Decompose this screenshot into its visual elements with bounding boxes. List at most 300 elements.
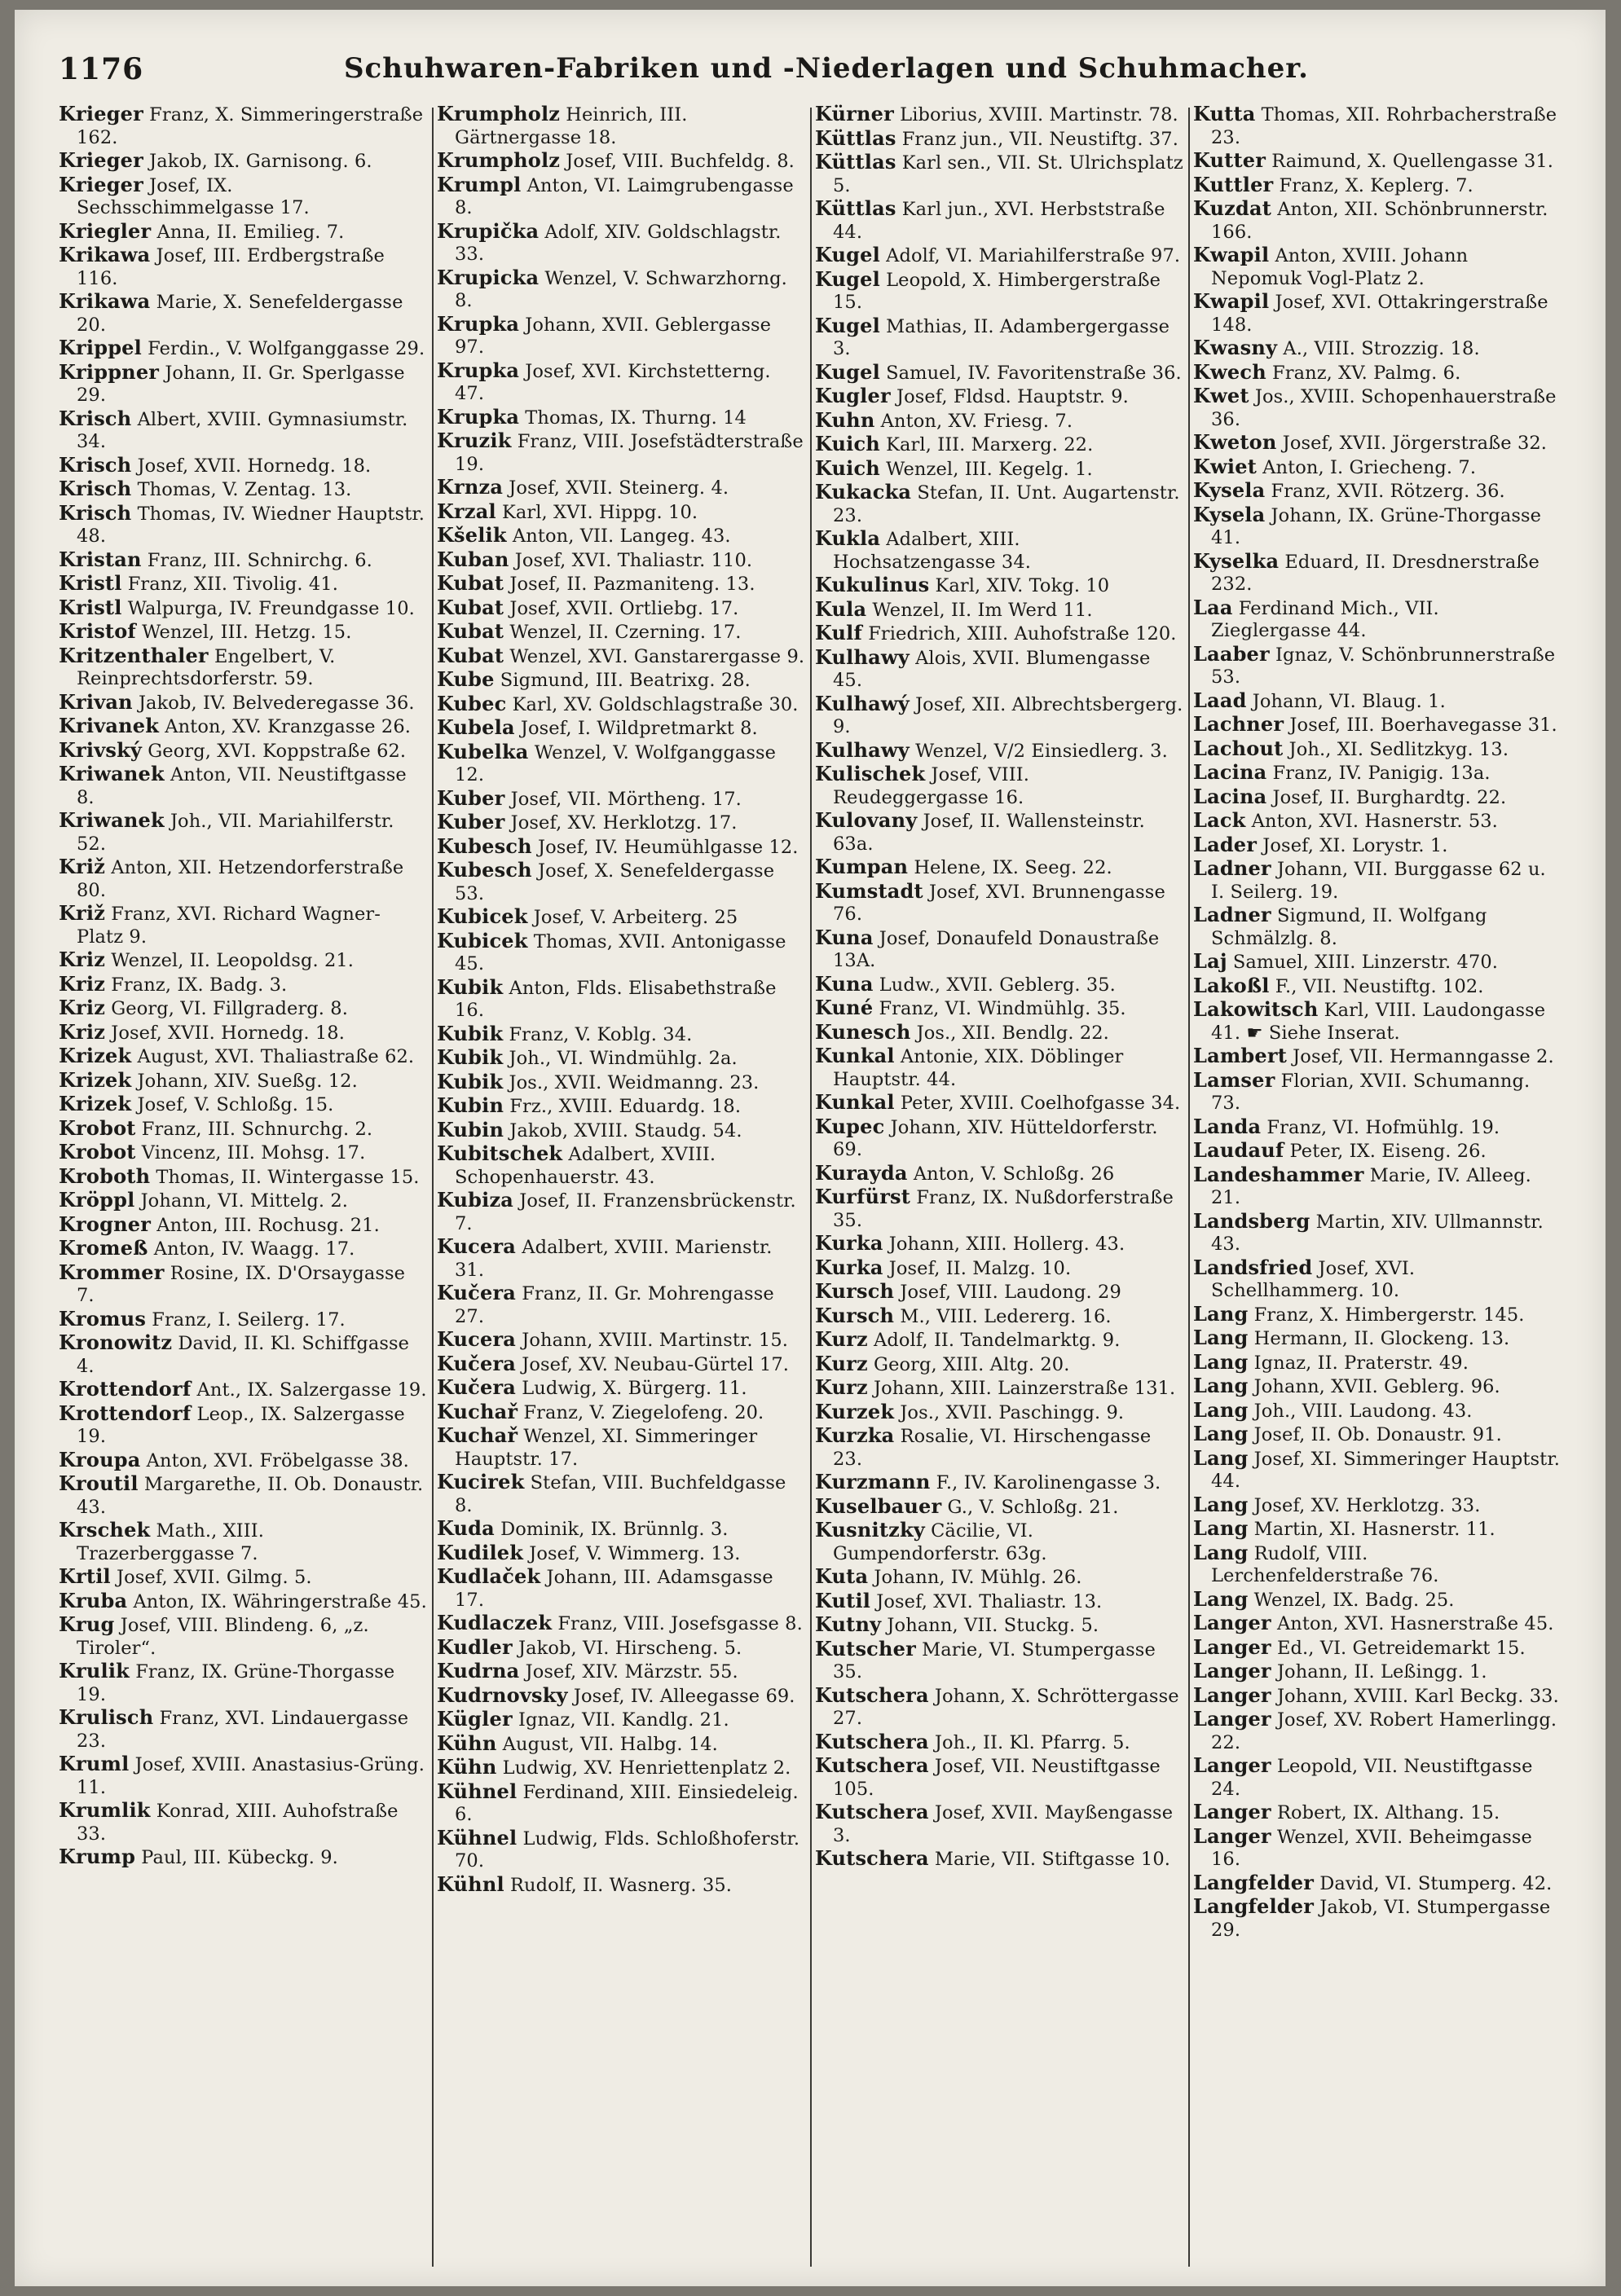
entry-details: Franz, II. Gr. Mohrengasse 27. — [455, 1283, 774, 1327]
entry-details: Jos., XII. Bendlg. 22. — [916, 1022, 1109, 1044]
entry-name: Kubik — [437, 1045, 504, 1069]
entry-details: Johann, IV. Mühlg. 26. — [874, 1567, 1082, 1588]
directory-entry — [437, 1119, 805, 1143]
entry-details: Marie, VI. Stumpergasse 35. — [833, 1638, 1156, 1682]
directory-entry — [59, 715, 427, 739]
entry-name: Krisch — [59, 452, 132, 477]
entry-details: Ludwig, X. Bürgerg. 11. — [522, 1378, 747, 1399]
entry-details: Jakob, IX. Garnisong. 6. — [149, 151, 372, 172]
directory-entry — [437, 1046, 805, 1071]
directory-entry — [1193, 834, 1562, 858]
directory-entry — [815, 973, 1183, 997]
entry-details: Adalbert, XIII. Hochsatzengasse 34. — [833, 529, 1031, 573]
directory-entry — [815, 1304, 1183, 1329]
entry-name: Kühn — [437, 1755, 497, 1779]
entry-name: Kuich — [815, 432, 880, 455]
column-2 — [437, 103, 805, 2270]
entry-name: Kriegler — [59, 218, 152, 243]
entry-name: Kutny — [815, 1612, 882, 1636]
entry-details: Johann, II. Gr. Sperlgasse 29. — [77, 362, 405, 406]
entry-name: Kubelka — [437, 739, 529, 763]
entry-details: Marie, VII. Stiftgasse 10. — [934, 1849, 1171, 1870]
directory-entry — [59, 290, 427, 336]
entry-name: Kristl — [59, 571, 122, 595]
entry-details: Engelbert, V. Reinprechtsdorferstr. 59. — [77, 645, 336, 689]
entry-details: Adalbert, XVIII. Marienstr. 31. — [455, 1237, 773, 1281]
directory-entry — [59, 548, 427, 573]
directory-entry — [1193, 1045, 1562, 1069]
directory-entry — [437, 620, 805, 644]
entry-details: Josef, II. Ob. Donaustr. 91. — [1253, 1424, 1502, 1445]
entry-details: Stefan, VIII. Buchfeldgasse 8. — [455, 1472, 786, 1516]
directory-entry — [59, 1045, 427, 1069]
entry-details: Anton, XV. Kranzgasse 26. — [165, 716, 411, 737]
entry-name: Kühnel — [437, 1779, 518, 1803]
entry-name: Lang — [1193, 1326, 1249, 1349]
directory-entry — [1193, 1375, 1562, 1399]
directory-entry — [59, 856, 427, 902]
directory-entry — [437, 1142, 805, 1189]
entry-name: Krottendorf — [59, 1401, 192, 1425]
entry-details: Eduard, II. Dresdnerstraße 232. — [1211, 551, 1540, 595]
entry-name: Kudrnovsky — [437, 1682, 568, 1707]
directory-entry — [1193, 950, 1562, 974]
directory-entry — [815, 1045, 1183, 1091]
entry-details: Rudolf, VIII. Lerchenfelderstraße 76. — [1211, 1542, 1439, 1586]
entry-name: Lack — [1193, 808, 1246, 832]
entry-name: Kuzdat — [1193, 196, 1272, 220]
entry-details: Ferdinand, XIII. Einsiedeleig. 6. — [455, 1781, 799, 1825]
entry-name: Krupka — [437, 358, 520, 382]
directory-entry — [1193, 974, 1562, 999]
entry-name: Lang — [1193, 1349, 1249, 1374]
directory-entry — [437, 787, 805, 812]
entry-name: Lachout — [1193, 736, 1284, 760]
entry-details: Ant., IX. Salzergasse 19. — [196, 1379, 427, 1401]
entry-name: Kritzenthaler — [59, 643, 209, 667]
directory-entry — [59, 1141, 427, 1165]
directory-entry — [437, 406, 805, 430]
directory-entry — [437, 572, 805, 596]
entry-details: Rudolf, II. Wasnerg. 35. — [509, 1874, 733, 1896]
entry-details: Franz, IX. Badg. 3. — [111, 974, 288, 996]
directory-entry — [437, 476, 805, 500]
entry-name: Landeshammer — [1193, 1162, 1364, 1186]
directory-entry — [59, 336, 427, 361]
entry-name: Kubin — [437, 1117, 504, 1141]
entry-name: Kwapil — [1193, 289, 1270, 313]
directory-entry — [1193, 643, 1562, 689]
entry-details: Anton, VII. Langeg. 43. — [512, 526, 731, 547]
entry-name: Kubitschek — [437, 1141, 563, 1165]
entry-name: Lang — [1193, 1516, 1249, 1540]
entry-details: Josef, VII. Hermanngasse 2. — [1293, 1046, 1554, 1067]
entry-details: Friedrich, XIII. Auhofstraße 120. — [868, 623, 1177, 644]
directory-entry — [1193, 1872, 1562, 1896]
entry-name: Kubin — [437, 1093, 504, 1117]
entry-details: Josef, XVI. Ottakringerstraße 148. — [1211, 292, 1548, 336]
entry-details: Florian, XVII. Schumanng. 73. — [1211, 1070, 1531, 1114]
entry-details: Thomas, XVII. Antonigasse 45. — [455, 930, 786, 974]
directory-entry — [437, 1636, 805, 1660]
entry-details: Cäcilie, VI. Gumpendorferstr. 63g. — [833, 1520, 1047, 1564]
directory-entry — [815, 996, 1183, 1021]
entry-details: G., V. Schloßg. 21. — [947, 1496, 1119, 1518]
entry-name: Krizek — [59, 1067, 132, 1092]
directory-entry — [59, 996, 427, 1021]
entry-name: Krobot — [59, 1140, 136, 1163]
directory-page — [15, 10, 1606, 2286]
entry-name: Küttlas — [815, 125, 896, 150]
entry-name: Krumpholz — [437, 148, 561, 172]
entry-details: Josef, II. Franzensbrückenstr. 7. — [455, 1190, 796, 1234]
directory-entry — [1193, 504, 1562, 550]
entry-name: Laudauf — [1193, 1138, 1284, 1162]
entry-name: Kulischek — [815, 762, 926, 785]
entry-name: Krivanek — [59, 714, 160, 737]
entry-details: Johann, XIV. Hütteldorferstr. 69. — [833, 1116, 1158, 1160]
entry-name: Lang — [1193, 1397, 1249, 1422]
directory-entry — [815, 1424, 1183, 1471]
entry-details: Martin, XI. Hasnerstr. 11. — [1253, 1519, 1495, 1540]
entry-name: Kugel — [815, 266, 880, 291]
directory-entry — [437, 1424, 805, 1471]
entry-details: Mathias, II. Adambergergasse 3. — [833, 315, 1170, 359]
entry-details: Karl sen., VII. St. Ulrichsplatz 5. — [833, 152, 1183, 196]
entry-name: Krupka — [437, 404, 520, 429]
directory-entry — [815, 1801, 1183, 1847]
entry-details: Wenzel, V/2 Einsiedlerg. 3. — [915, 740, 1168, 762]
entry-name: Langer — [1193, 1611, 1271, 1634]
entry-details: Wenzel, IX. Badg. 25. — [1253, 1589, 1455, 1611]
entry-details: Peter, XVIII. Coelhofgasse 34. — [900, 1093, 1181, 1114]
entry-name: Kurz — [815, 1327, 868, 1351]
entry-details: Josef, XVII. Steinerg. 4. — [509, 477, 729, 499]
entry-details: Stefan, II. Unt. Augartenstr. 23. — [833, 482, 1180, 526]
directory-entry — [59, 1093, 427, 1117]
entry-details: Anton, I. Griecheng. 7. — [1262, 456, 1477, 478]
directory-entry — [437, 741, 805, 787]
directory-entry — [437, 1565, 805, 1612]
entry-name: Landa — [1193, 1114, 1262, 1138]
directory-entry — [437, 1660, 805, 1684]
entry-name: Kwapil — [1193, 243, 1270, 266]
directory-entry — [815, 574, 1183, 598]
entry-details: Josef, XV. Robert Hamerlingg. 22. — [1211, 1709, 1557, 1753]
directory-entry — [437, 266, 805, 313]
entry-details: Wenzel, V. Wolfganggasse 12. — [455, 741, 777, 785]
entry-name: Laa — [1193, 595, 1233, 619]
entry-details: Samuel, XIII. Linzerstr. 470. — [1232, 952, 1499, 973]
entry-details: Thomas, II. Wintergasse 15. — [156, 1166, 420, 1188]
entry-name: Krieger — [59, 172, 143, 196]
entry-name: Ladner — [1193, 856, 1271, 880]
entry-name: Kutil — [815, 1588, 871, 1612]
entry-details: Josef, XIV. Märzstr. 55. — [525, 1661, 738, 1682]
directory-entry — [1193, 1612, 1562, 1636]
entry-details: Walpurga, IV. Freundgasse 10. — [127, 597, 415, 619]
entry-details: Josef, VII. Mörtheng. 17. — [510, 788, 742, 810]
entry-name: Kurz — [815, 1351, 868, 1375]
entry-name: Küttlas — [815, 150, 896, 174]
directory-entry — [59, 174, 427, 220]
directory-entry — [815, 433, 1183, 457]
entry-name: Kutschera — [815, 1729, 929, 1753]
directory-entry — [1193, 197, 1562, 244]
directory-entry — [1193, 1636, 1562, 1660]
entry-name: Lamser — [1193, 1067, 1275, 1092]
entry-name: Kühnel — [437, 1825, 518, 1850]
entry-name: Kubicek — [437, 928, 528, 952]
entry-name: Kutschera — [815, 1846, 929, 1870]
directory-entry — [437, 905, 805, 930]
entry-name: Kügler — [437, 1707, 513, 1731]
directory-entry — [59, 1021, 427, 1045]
directory-entry — [1193, 431, 1562, 455]
entry-name: Kubat — [437, 571, 504, 595]
entry-name: Kučera — [437, 1351, 517, 1375]
entry-name: Kubat — [437, 595, 504, 619]
entry-name: Kurka — [815, 1255, 883, 1279]
entry-details: Joh., XI. Sedlitzkyg. 13. — [1288, 738, 1509, 760]
directory-entry — [1193, 1069, 1562, 1115]
entry-name: Kutschera — [815, 1800, 929, 1823]
directory-entry — [1193, 455, 1562, 480]
entry-name: Kubik — [437, 1021, 504, 1045]
directory-entry — [815, 809, 1183, 856]
entry-details: F., VII. Neustiftg. 102. — [1275, 975, 1484, 997]
directory-entry — [815, 268, 1183, 314]
entry-details: Josef, XVII. Gilmg. 5. — [116, 1567, 312, 1588]
entry-details: Franz, XVI. Lindauergasse 23. — [77, 1708, 409, 1752]
entry-details: Anton, XVI. Hasnerstr. 53. — [1251, 811, 1498, 832]
entry-details: Franz, X. Keplerg. 7. — [1279, 174, 1473, 196]
entry-name: Krumlik — [59, 1798, 151, 1822]
entry-details: Thomas, IX. Thurng. 14 — [525, 407, 747, 429]
entry-name: Lang — [1193, 1586, 1249, 1611]
directory-entry — [59, 220, 427, 244]
directory-entry — [437, 429, 805, 476]
directory-entry — [437, 1827, 805, 1873]
directory-entry — [815, 1565, 1183, 1590]
directory-entry — [437, 1328, 805, 1353]
entry-details: Johann, VII. Burggasse 62 u. I. Seilerg. 19. — [1211, 859, 1546, 903]
directory-entry — [815, 1754, 1183, 1801]
directory-entry — [815, 385, 1183, 409]
entry-name: Kwet — [1193, 384, 1249, 407]
directory-entry — [437, 859, 805, 905]
entry-details: Robert, IX. Althang. 15. — [1276, 1802, 1500, 1823]
entry-details: Anton, XV. Friesg. 7. — [880, 410, 1073, 432]
entry-details: Johann, VII. Stuckg. 5. — [887, 1615, 1099, 1636]
directory-entry — [437, 668, 805, 693]
entry-name: Langer — [1193, 1823, 1271, 1848]
directory-entry — [59, 407, 427, 454]
entry-details: Raimund, X. Quellengasse 31. — [1271, 151, 1554, 172]
entry-details: Franz, IV. Panigig. 13a. — [1272, 763, 1491, 784]
entry-details: Josef, XI. Lorystr. 1. — [1262, 834, 1448, 856]
entry-name: Kucera — [437, 1234, 517, 1258]
entry-details: Franz, XV. Palmg. 6. — [1272, 362, 1461, 384]
entry-details: Franz, X. Simmeringerstraße 162. — [77, 104, 424, 148]
directory-entry — [815, 409, 1183, 433]
entry-name: Kroupa — [59, 1447, 141, 1471]
entry-details: Ignaz, V. Schönbrunnerstraße 53. — [1211, 644, 1556, 688]
entry-details: Anton, VII. Neustiftgasse 8. — [77, 764, 407, 808]
directory-entry — [1193, 385, 1562, 431]
directory-entry — [1193, 857, 1562, 904]
directory-entry — [437, 644, 805, 669]
entry-name: Kubesch — [437, 858, 532, 882]
directory-entry — [1193, 479, 1562, 504]
directory-entry — [59, 502, 427, 548]
column-3 — [815, 103, 1183, 2270]
entry-details: Martin, XIV. Ullmannstr. 43. — [1211, 1211, 1544, 1255]
directory-entry — [437, 1235, 805, 1282]
entry-name: Kurfürst — [815, 1185, 911, 1208]
directory-entry — [1193, 1326, 1562, 1351]
entry-details: Jos., XVII. Paschingg. 9. — [900, 1401, 1125, 1423]
entry-details: Konrad, XIII. Auhofstraße 33. — [77, 1801, 399, 1845]
entry-details: Karl, VIII. Laudongasse 41. ☛ Siehe Inserat. — [1211, 1000, 1546, 1044]
entry-name: Kulhawy — [815, 737, 910, 762]
entry-details: Johann, IX. Grüne-Thorgasse 41. — [1211, 504, 1542, 548]
entry-name: Langer — [1193, 1800, 1271, 1823]
entry-details: Josef, III. Erdbergstraße 116. — [77, 245, 385, 289]
entry-name: Krzal — [437, 499, 496, 523]
entry-details: Franz, III. Schnirchg. 6. — [147, 549, 372, 571]
entry-name: Krisch — [59, 406, 132, 430]
entry-details: Vincenz, III. Mohsg. 17. — [141, 1142, 366, 1163]
entry-details: Josef, XVI. Thaliastr. 13. — [876, 1590, 1103, 1612]
directory-entry — [1193, 1895, 1562, 1942]
directory-entry — [1193, 1303, 1562, 1327]
entry-name: Kubat — [437, 643, 504, 667]
entry-name: Lacina — [1193, 784, 1267, 808]
entry-name: Krogner — [59, 1212, 152, 1236]
entry-name: Krupička — [437, 218, 540, 243]
entry-details: Josef, II. Wallensteinstr. 63a. — [833, 811, 1145, 855]
directory-entry — [59, 149, 427, 174]
entry-details: Josef, V. Wimmerg. 13. — [529, 1542, 741, 1564]
entry-details: Josef, II. Burghardtg. 22. — [1272, 786, 1507, 808]
entry-details: Anton, III. Rochusg. 21. — [156, 1214, 380, 1236]
entry-details: Josef, Donaufeld Donaustraße 13A. — [833, 927, 1160, 971]
entry-details: Peter, IX. Eiseng. 26. — [1289, 1141, 1487, 1162]
entry-details: Johann, XVIII. Martinstr. 15. — [522, 1330, 789, 1351]
directory-entry — [1193, 1825, 1562, 1872]
directory-entry — [437, 1282, 805, 1328]
directory-entry — [1193, 1351, 1562, 1375]
directory-entry — [1193, 1542, 1562, 1588]
entry-details: Ludwig, Flds. Schloßhoferstr. 70. — [455, 1828, 800, 1872]
entry-details: Math., XIII. Trazerberggasse 7. — [77, 1520, 265, 1564]
directory-entry — [437, 1401, 805, 1425]
directory-entry — [815, 1353, 1183, 1377]
directory-entry — [59, 1069, 427, 1093]
entry-details: Jakob, VI. Stumpergasse 29. — [1211, 1897, 1551, 1941]
directory-entry — [59, 1449, 427, 1473]
entry-details: Josef, XVII. Jörgerstraße 32. — [1282, 433, 1548, 454]
entry-details: Heinrich, III. Gärtnergasse 18. — [455, 104, 688, 148]
entry-name: Kulf — [815, 621, 863, 644]
entry-details: Josef, VII. Neustiftgasse 105. — [833, 1756, 1161, 1800]
entry-name: Kurzek — [815, 1399, 895, 1423]
entry-name: Kulhawy — [815, 644, 910, 669]
entry-details: Albert, XVIII. Gymnasiumstr. 34. — [77, 408, 408, 452]
directory-entry — [1193, 1163, 1562, 1210]
entry-details: Anton, XII. Hetzendorferstraße 80. — [77, 857, 404, 901]
entry-details: August, VII. Halbg. 14. — [502, 1733, 718, 1755]
page-number: 1176 — [59, 52, 144, 86]
entry-name: Laj — [1193, 949, 1227, 973]
entry-name: Laaber — [1193, 641, 1270, 666]
entry-details: Ferdinand Mich., VII. Zieglergasse 44. — [1211, 597, 1439, 641]
entry-details: Frz., XVIII. Eduardg. 18. — [509, 1096, 742, 1117]
entry-name: Kyselka — [1193, 548, 1280, 573]
entry-details: Josef, XVI. Thaliastr. 110. — [514, 549, 753, 571]
directory-entry — [815, 481, 1183, 527]
directory-entry — [815, 1115, 1183, 1162]
directory-entry — [1193, 1754, 1562, 1801]
entry-name: Kunkal — [815, 1090, 895, 1114]
entry-details: Antonie, XIX. Döblinger Hauptstr. 44. — [833, 1046, 1124, 1090]
entry-name: Kriwanek — [59, 808, 165, 832]
entry-name: Kruml — [59, 1752, 130, 1775]
directory-entry — [437, 313, 805, 359]
entry-name: Kronowitz — [59, 1331, 173, 1354]
entry-name: Kube — [437, 667, 495, 691]
entry-details: Thomas, IV. Wiedner Hauptstr. 48. — [77, 503, 425, 547]
entry-name: Kucirek — [437, 1470, 525, 1493]
entry-details: Anton, XVI. Hasnerstraße 45. — [1276, 1613, 1554, 1634]
directory-entry — [1193, 1423, 1562, 1447]
directory-entry — [437, 1071, 805, 1095]
entry-name: Kuhn — [815, 407, 875, 432]
entry-details: Thomas, XII. Rohrbacherstraße 23. — [1211, 104, 1557, 148]
entry-name: Kubik — [437, 974, 504, 999]
entry-details: Franz, V. Koblg. 34. — [509, 1023, 693, 1045]
entry-details: Wenzel, XVII. Beheimgasse 16. — [1211, 1826, 1532, 1870]
entry-name: Kubik — [437, 1069, 504, 1093]
entry-details: F., IV. Karolinengasse 3. — [936, 1472, 1161, 1493]
directory-entry — [59, 1590, 427, 1614]
directory-entry — [815, 314, 1183, 361]
entry-details: Karl jun., XVI. Herbststraße 44. — [833, 199, 1165, 243]
directory-entry — [1193, 713, 1562, 737]
directory-entry — [815, 244, 1183, 268]
entry-details: Franz, XII. Tivolig. 41. — [127, 574, 338, 595]
entry-details: Joh., VI. Windmühlg. 2a. — [509, 1048, 738, 1069]
entry-details: Jos., XVII. Weidmanng. 23. — [509, 1071, 760, 1093]
directory-entry — [815, 151, 1183, 197]
entry-details: Adolf, VI. Mariahilferstraße 97. — [886, 245, 1181, 266]
entry-name: Langer — [1193, 1707, 1271, 1731]
entry-details: Jos., XVIII. Schopenhauerstraße 36. — [1211, 386, 1557, 430]
directory-entry — [815, 598, 1183, 622]
entry-details: Josef, XII. Albrechtsbergerg. 9. — [833, 693, 1183, 737]
entry-name: Križ — [59, 901, 106, 925]
entry-details: Josef, II. Malzg. 10. — [888, 1257, 1072, 1279]
entry-name: Kromeß — [59, 1236, 148, 1260]
entry-details: Johann, XVIII. Karl Beckg. 33. — [1276, 1685, 1559, 1707]
entry-details: Joh., II. Kl. Pfarrg. 5. — [934, 1731, 1130, 1753]
entry-details: Georg, VI. Fillgraderg. 8. — [111, 998, 348, 1019]
entry-details: Sigmund, III. Beatrixg. 28. — [500, 670, 751, 691]
entry-details: Jakob, XVIII. Staudg. 54. — [509, 1119, 742, 1141]
entry-name: Krnza — [437, 475, 504, 499]
entry-details: Franz, XVI. Richard Wagner-Platz 9. — [77, 904, 381, 948]
